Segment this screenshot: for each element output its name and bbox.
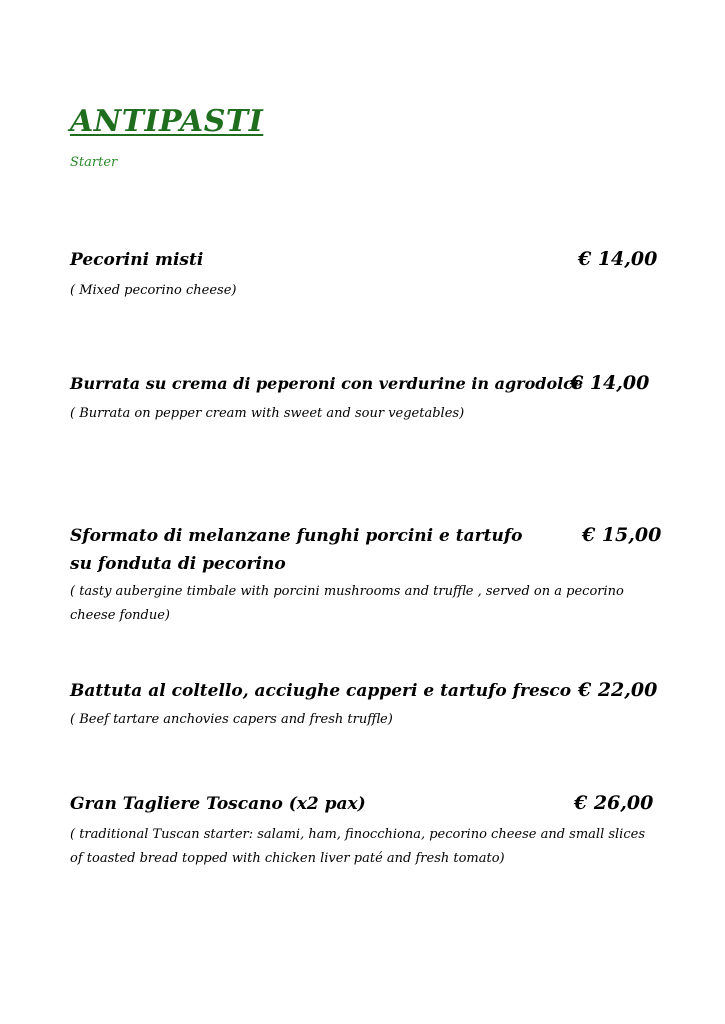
menu-item-description: ( Beef tartare anchovies capers and fresh truffle)	[70, 712, 393, 727]
menu-item-description: ( traditional Tuscan starter: salami, ham, finocchiona, pecorino cheese and small slices of toasted bread topped with chicken liver paté and fresh tomato)	[70, 827, 645, 866]
menu-item-name: Sformato di melanzane funghi porcini e tartufo	[70, 526, 523, 546]
menu-item-name: Battuta al coltello, acciughe capperi e tartufo fresco	[70, 681, 572, 701]
menu-item-price: € 14,00	[570, 372, 650, 394]
menu-item-name: Pecorini misti	[70, 250, 204, 270]
menu-item-name-continued: su fonduta di pecorino	[70, 554, 286, 574]
menu-item-price: € 14,00	[578, 248, 658, 270]
section-title: ANTIPASTI	[70, 104, 264, 139]
menu-item-name: Gran Tagliere Toscano (x2 pax)	[70, 794, 366, 814]
menu-item-price: € 15,00	[582, 524, 662, 546]
menu-item-description: ( Mixed pecorino cheese)	[70, 283, 237, 298]
section-subtitle: Starter	[70, 155, 118, 170]
menu-item-price: € 26,00	[574, 792, 654, 814]
menu-item-name: Burrata su crema di peperoni con verdurine in agrodolce	[70, 374, 584, 393]
menu-item-price: € 22,00	[578, 679, 658, 701]
menu-item-description: ( tasty aubergine timbale with porcini mushrooms and truffle , served on a pecorino cheese fondue)	[70, 584, 624, 623]
menu-item-description: ( Burrata on pepper cream with sweet and sour vegetables)	[70, 406, 465, 421]
